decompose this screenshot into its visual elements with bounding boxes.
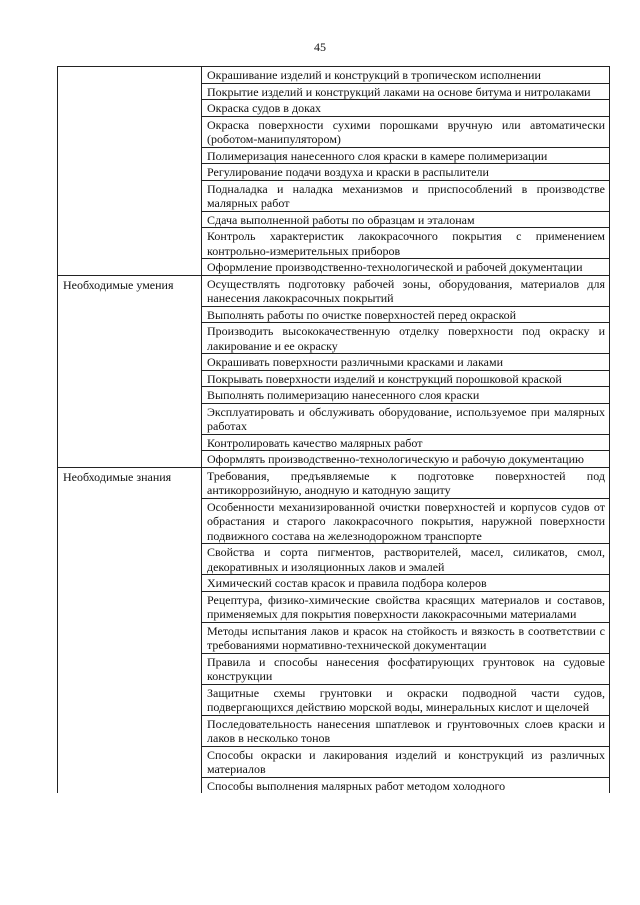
item-cell: Свойства и сорта пигментов, растворителей, масел, силикатов, смол, декоративных и изоляционных лаков и эмалей xyxy=(202,544,610,575)
category-cell xyxy=(58,67,202,276)
table-row xyxy=(58,275,610,306)
item-cell: Оформлять производственно-технологическую и рабочую документацию xyxy=(202,451,610,468)
item-cell: Окраска судов в доках xyxy=(202,100,610,117)
table-row xyxy=(58,467,610,498)
item-cell: Регулирование подачи воздуха и краски в распылители xyxy=(202,164,610,181)
page-number: 45 xyxy=(314,40,326,54)
item-cell: Покрытие изделий и конструкций лаками на основе битума и нитролаками xyxy=(202,83,610,100)
item-cell: Выполнять полимеризацию нанесенного слоя краски xyxy=(202,387,610,404)
item-cell: Окраска поверхности сухими порошками вручную или автоматически (роботом-манипулятором) xyxy=(202,116,610,147)
item-cell: Полимеризация нанесенного слоя краски в камере полимеризации xyxy=(202,147,610,164)
item-cell: Оформление производственно-технологической и рабочей документации xyxy=(202,259,610,276)
item-cell: Покрывать поверхности изделий и конструкций порошковой краской xyxy=(202,370,610,387)
item-cell: Контролировать качество малярных работ xyxy=(202,434,610,451)
item-cell: Контроль характеристик лакокрасочного покрытия с применением контрольно-измерительных приборов xyxy=(202,228,610,259)
item-cell: Требования, предъявляемые к подготовке поверхностей под антикоррозийную, анодную и катодную защиту xyxy=(202,467,610,498)
qualification-table xyxy=(57,66,610,793)
item-cell: Сдача выполненной работы по образцам и эталонам xyxy=(202,211,610,228)
item-cell: Методы испытания лаков и красок на стойкость и вязкость в соответствии с требованиями нормативно-технической документации xyxy=(202,622,610,653)
item-cell: Способы окраски и лакирования изделий и конструкций из различных материалов xyxy=(202,746,610,777)
item-cell: Производить высококачественную отделку поверхности под окраску и лакирование и ее окраску xyxy=(202,323,610,354)
item-cell: Окрашивание изделий и конструкций в тропическом исполнении xyxy=(202,67,610,84)
category-cell: Необходимые знания xyxy=(58,467,202,793)
item-cell: Эксплуатировать и обслуживать оборудование, используемое при малярных работах xyxy=(202,403,610,434)
item-cell: Выполнять работы по очистке поверхностей перед окраской xyxy=(202,306,610,323)
item-cell: Последовательность нанесения шпатлевок и грунтовочных слоев краски и лаков в несколько тонов xyxy=(202,715,610,746)
item-cell: Рецептура, физико-химические свойства красящих материалов и составов, применяемых для покрытия поверхности лакокрасочными материалами xyxy=(202,591,610,622)
item-cell: Защитные схемы грунтовки и окраски подводной части судов, подвергающихся действию морской воды, минеральных кислот и щелочей xyxy=(202,684,610,715)
item-cell: Правила и способы нанесения фосфатирующих грунтовок на судовые конструкции xyxy=(202,653,610,684)
item-cell: Особенности механизированной очистки поверхностей и корпусов судов от обрастания и старого лакокрасочного покрытия, наружной поверхности подвижного состава на железнодорожном транспорте xyxy=(202,498,610,544)
item-cell: Способы выполнения малярных работ методом холодного xyxy=(202,777,610,793)
table-row xyxy=(58,67,610,84)
item-cell: Химический состав красок и правила подбора колеров xyxy=(202,575,610,592)
item-cell: Осуществлять подготовку рабочей зоны, оборудования, материалов для нанесения лакокрасочных покрытий xyxy=(202,275,610,306)
item-cell: Подналадка и наладка механизмов и приспособлений в производстве малярных работ xyxy=(202,180,610,211)
item-cell: Окрашивать поверхности различными красками и лаками xyxy=(202,354,610,371)
category-cell: Необходимые умения xyxy=(58,275,202,467)
